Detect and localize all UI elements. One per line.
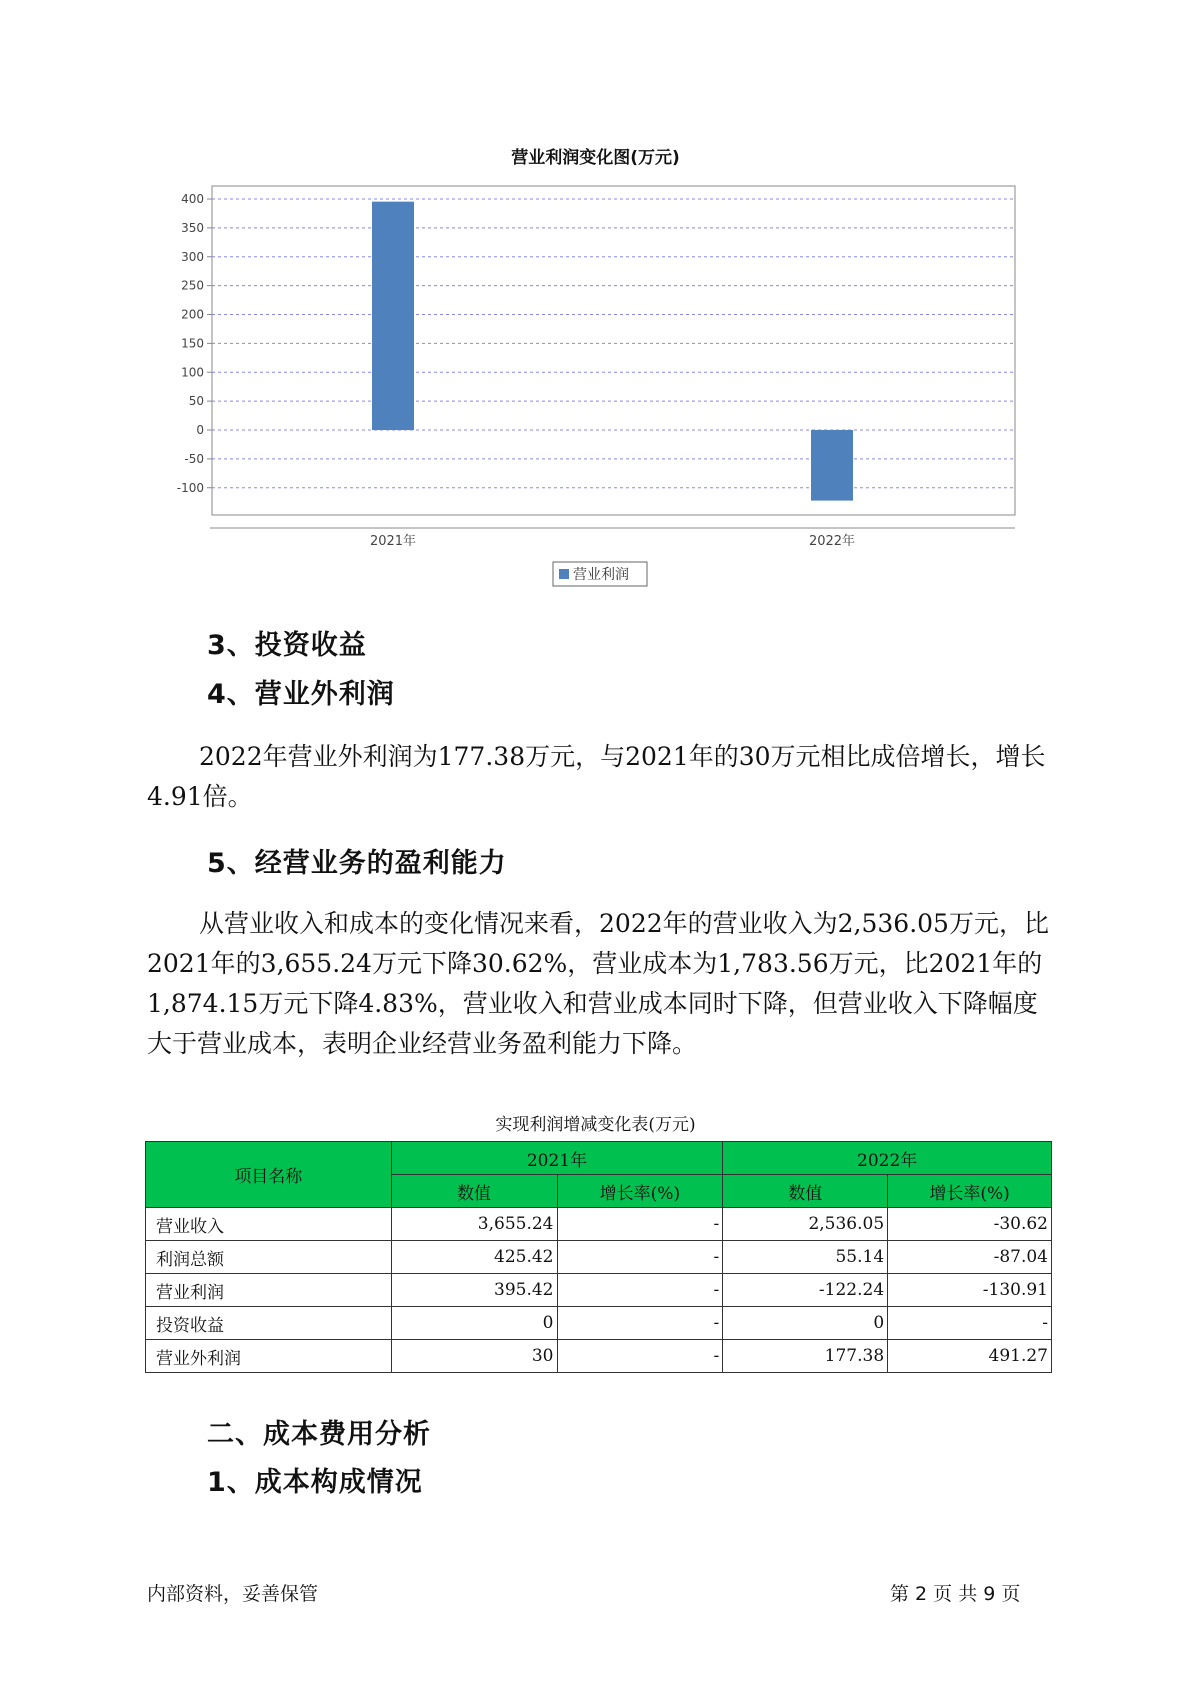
header-rate-2021: 增长率(%) xyxy=(557,1175,723,1208)
chart-title: 营业利润变化图(万元) xyxy=(511,148,680,168)
y-tick-label: 300 xyxy=(181,249,204,264)
y-tick-label: -50 xyxy=(184,451,204,466)
row-name: 投资收益 xyxy=(146,1307,392,1340)
rate-2022: 491.27 xyxy=(888,1340,1052,1373)
footer-confidential: 内部资料，妥善保管 xyxy=(147,1583,319,1605)
rate-2022: -87.04 xyxy=(888,1241,1052,1274)
rate-2021: - xyxy=(557,1208,723,1241)
rate-2022: - xyxy=(888,1307,1052,1340)
row-name: 营业利润 xyxy=(146,1274,392,1307)
rate-2022: -130.91 xyxy=(888,1274,1052,1307)
row-name: 营业外利润 xyxy=(146,1340,392,1373)
y-tick-label: -100 xyxy=(176,480,204,495)
legend-label: 营业利润 xyxy=(573,567,629,583)
table-row xyxy=(146,1241,1052,1274)
row-name: 营业收入 xyxy=(146,1208,392,1241)
header-value-2021: 数值 xyxy=(391,1175,557,1208)
paragraph-profitability: 从营业收入和成本的变化情况来看，2022年的营业收入为2,536.05万元，比2021年的3,655.24万元下降30.62%，营业成本为1,783.56万元，比2021年的1,874.15万元下降4.83%，营业收入和营业成本同时下降，但营业收入下降幅度大于营业成本，表明企业经营业务盈利能力下降。 xyxy=(147,909,1049,1058)
y-tick-label: 200 xyxy=(181,307,204,322)
value-2022: 177.38 xyxy=(723,1340,888,1373)
y-tick-label: 150 xyxy=(181,336,204,351)
value-2022: 2,536.05 xyxy=(723,1208,888,1241)
bar xyxy=(372,202,414,430)
value-2022: -122.24 xyxy=(723,1274,888,1307)
y-tick-label: 0 xyxy=(196,423,204,437)
table-row xyxy=(146,1274,1052,1307)
heading-cost-composition: 1、成本构成情况 xyxy=(207,1467,423,1498)
table-row xyxy=(146,1307,1052,1340)
value-2021: 395.42 xyxy=(391,1274,557,1307)
rate-2021: - xyxy=(557,1340,723,1373)
rate-2021: - xyxy=(557,1274,723,1307)
value-2022: 55.14 xyxy=(723,1241,888,1274)
legend-swatch xyxy=(559,569,569,579)
table-row xyxy=(146,1208,1052,1241)
heading-investment-income: 3、投资收益 xyxy=(207,630,367,661)
header-year-2021: 2021年 xyxy=(391,1142,723,1175)
value-2021: 0 xyxy=(391,1307,557,1340)
y-tick-label: 50 xyxy=(188,394,204,409)
y-tick-label: 100 xyxy=(181,365,204,380)
value-2021: 30 xyxy=(391,1340,557,1373)
header-item-name: 项目名称 xyxy=(146,1142,392,1208)
heading-cost-analysis: 二、成本费用分析 xyxy=(207,1419,431,1450)
rate-2022: -30.62 xyxy=(888,1208,1052,1241)
header-value-2022: 数值 xyxy=(723,1175,888,1208)
heading-profitability: 5、经营业务的盈利能力 xyxy=(207,848,507,879)
paragraph-non-operating-profit: 2022年营业外利润为177.38万元，与2021年的30万元相比成倍增长，增长4.91倍。 xyxy=(147,742,1046,811)
heading-non-operating-profit: 4、营业外利润 xyxy=(207,679,395,710)
table-row xyxy=(146,1340,1052,1373)
table-title: 实现利润增减变化表(万元) xyxy=(495,1115,696,1135)
header-year-2022: 2022年 xyxy=(723,1142,1052,1175)
y-tick-label: 350 xyxy=(181,220,204,235)
y-tick-label: 400 xyxy=(181,192,204,206)
x-tick-label: 2021年 xyxy=(369,534,417,549)
plot-area xyxy=(212,186,1015,515)
operating-profit-chart xyxy=(0,0,1191,600)
profit-change-table xyxy=(145,1141,1052,1373)
x-tick-label: 2022年 xyxy=(808,534,856,549)
y-tick-label: 250 xyxy=(181,278,204,293)
rate-2021: - xyxy=(557,1307,723,1340)
header-rate-2022: 增长率(%) xyxy=(888,1175,1052,1208)
value-2021: 425.42 xyxy=(391,1241,557,1274)
bar xyxy=(811,430,853,501)
rate-2021: - xyxy=(557,1241,723,1274)
row-name: 利润总额 xyxy=(146,1241,392,1274)
value-2022: 0 xyxy=(723,1307,888,1340)
footer-page-number: 第 2 页 共 9 页 xyxy=(890,1583,1021,1605)
value-2021: 3,655.24 xyxy=(391,1208,557,1241)
